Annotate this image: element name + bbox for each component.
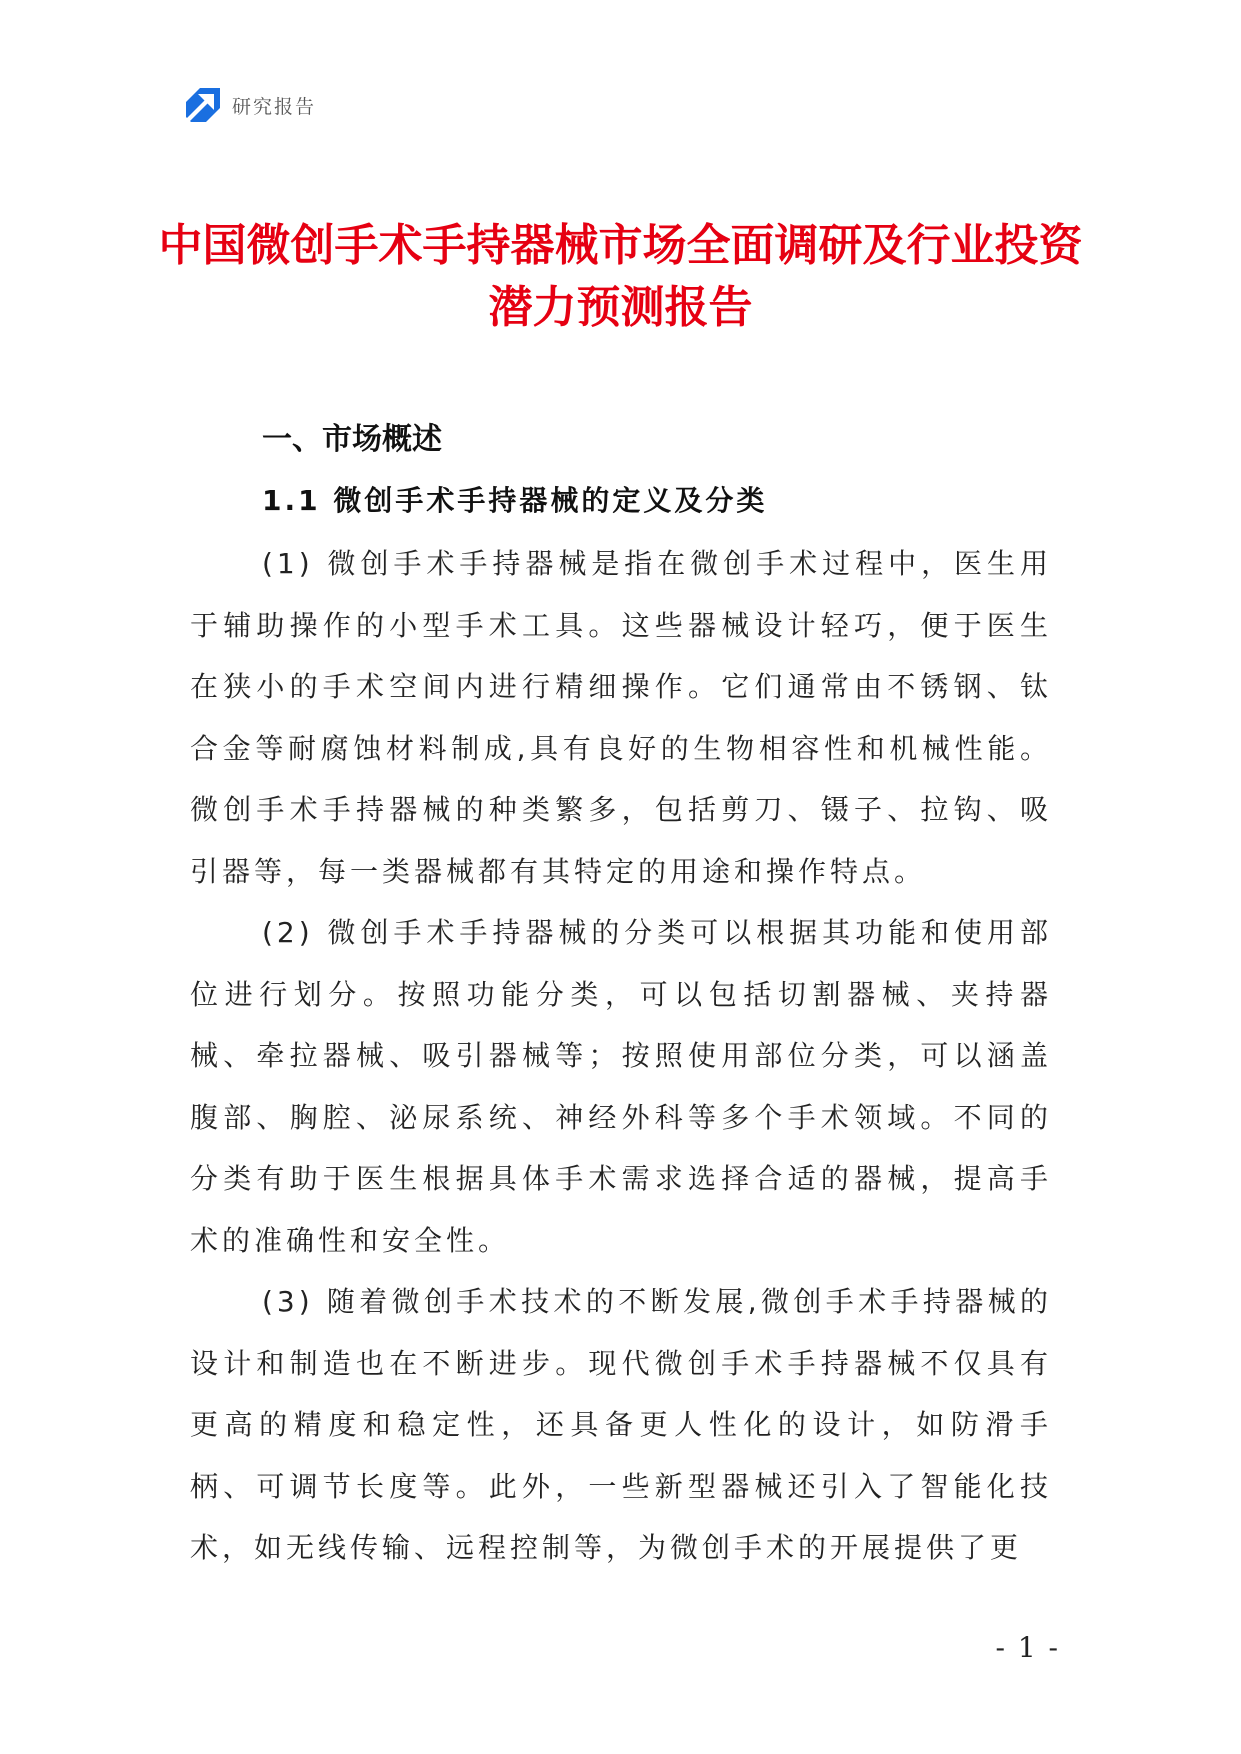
report-title: 中国微创手术手持器械市场全面调研及行业投资潜力预测报告 [158,220,1083,333]
section-heading: 一、市场概述 [262,422,442,457]
page-number: - 1 - [995,1631,1060,1664]
paragraph: (1) 微创手术手持器械是指在微创手术过程中，医生用于辅助操作的小型手术工具。这些器械设计轻巧，便于医生在狭小的手术空间内进行精细操作。它们通常由不锈钢、钛合金等耐腐蚀材料制成,具有良好的生物相容性和机械性能。微创手术手持器械的种类繁多，包括剪刀、镊子、拉钩、吸引器等，每一类器械都有其特定的用途和操作特点。 [190,547,1052,888]
paragraph: (2) 微创手术手持器械的分类可以根据其功能和使用部位进行划分。按照功能分类，可以包括切割器械、夹持器械、牵拉器械、吸引器械等；按照使用部位分类，可以涵盖腹部、胸腔、泌尿系统、神经外科等多个手术领域。不同的分类有助于医生根据具体手术需求选择合适的器械，提高手术的准确性和安全性。 [190,916,1052,1257]
body-text [190,533,1052,1579]
paragraph: (3) 随着微创手术技术的不断发展,微创手术手持器械的设计和制造也在不断进步。现代微创手术手持器械不仅具有更高的精度和稳定性，还具备更人性化的设计，如防滑手柄、可调节长度等。此外，一些新型器械还引入了智能化技术，如无线传输、远程控制等，为微创手术的开展提供了更 [190,1285,1052,1564]
header-label: 研究报告 [232,95,317,118]
report-header [186,88,316,122]
arrow-up-right-icon [186,88,220,122]
subsection-heading: 1.1 微创手术手持器械的定义及分类 [262,484,768,517]
